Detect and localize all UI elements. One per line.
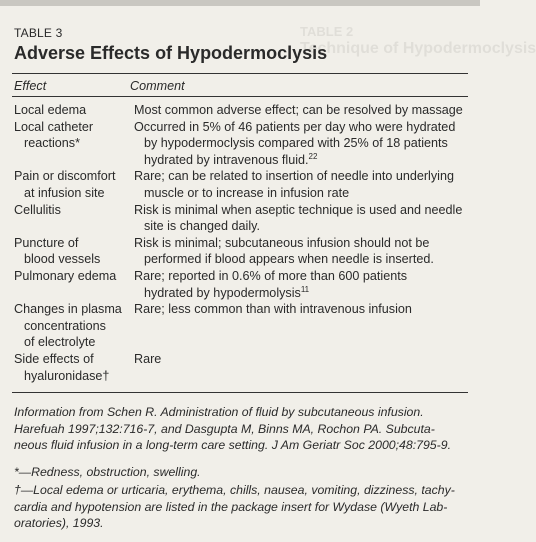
footnote-line: †—Local edema or urticaria, erythema, chills, nausea, vomiting, dizziness, tachy- <box>14 483 455 498</box>
reference-superscript: 22 <box>308 151 318 161</box>
comment-cell <box>134 351 468 384</box>
comment-line: site is changed daily. <box>144 219 260 234</box>
effect-line: Changes in plasma <box>14 302 122 317</box>
comment-line: Risk is minimal when aseptic technique is used and needle <box>134 202 463 217</box>
effect-cell <box>14 351 134 384</box>
effect-line: concentrations <box>24 318 106 333</box>
comment-line: Rare; less common than with intravenous infusion <box>134 302 412 317</box>
header-comment: Comment <box>130 79 185 93</box>
table-row <box>12 202 468 235</box>
table-body <box>12 102 468 384</box>
bleed-through-text: Technique of Hypodermoclysis <box>300 40 536 57</box>
source-note <box>12 404 468 454</box>
source-line: Information from Schen R. Administration of fluid by subcutaneous infusion. <box>14 405 424 420</box>
comment-line: by hypodermoclysis compared with 25% of 18 patients <box>144 136 448 151</box>
table-title: Adverse Effects of Hypodermoclysis <box>14 43 328 63</box>
footnote-asterisk: *—Redness, obstruction, swelling. <box>14 464 201 479</box>
comment-line: Occurred in 5% of 46 patients per day who were hydrated <box>134 119 456 134</box>
comment-cell <box>134 268 468 301</box>
bleed-through-text: TABLE 2 <box>300 24 354 39</box>
comment-line: Rare; can be related to insertion of needle into underlying <box>134 169 454 184</box>
header-rule <box>12 96 468 97</box>
comment-cell <box>134 235 468 268</box>
effect-cell <box>14 268 134 301</box>
effect-line: Side effects of <box>14 351 94 366</box>
table-row <box>12 268 468 301</box>
comment-line: performed if blood appears when needle is inserted. <box>144 252 434 267</box>
table-row <box>12 119 468 169</box>
table-row <box>12 168 468 201</box>
comment-cell <box>134 102 468 119</box>
effect-cell <box>14 301 134 351</box>
comment-cell <box>134 119 468 169</box>
comment-line: hydrated by intravenous fluid.$^{22}$ <box>144 151 318 167</box>
comment-line: muscle or to increase in infusion rate <box>144 185 350 200</box>
comment-line: Rare; reported in 0.6% of more than 600 patients <box>134 268 408 283</box>
table-row <box>12 235 468 268</box>
effect-line: Local catheter <box>14 119 94 134</box>
table-header <box>12 74 468 96</box>
table-container <box>12 14 468 532</box>
footnote-line: cardia and hypotension are listed in the package insert for Wydase (Wyeth Lab- <box>14 499 448 514</box>
source-line: Harefuah 1997;132:716-7, and Dasgupta M, Binns MA, Rochon PA. Subcuta- <box>14 421 435 436</box>
comment-line: Most common adverse effect; can be resolved by massage <box>134 103 463 117</box>
source-line: neous fluid infusion in a long-term care setting. J Am Geriatr Soc 2000;48:795-9. <box>14 438 452 453</box>
table-row <box>12 301 468 351</box>
table-number: TABLE 3 <box>14 26 63 40</box>
comment-line: Risk is minimal; subcutaneous infusion should not be <box>134 235 430 250</box>
header-effect: Effect <box>14 79 47 93</box>
comment-cell <box>134 301 468 351</box>
bottom-rule <box>12 392 468 393</box>
footnote-line: oratories), 1993. <box>14 516 104 531</box>
effect-line: hyaluronidase† <box>24 368 110 383</box>
reference-superscript: 11 <box>300 284 310 294</box>
effect-line: Pain or discomfort <box>14 169 116 184</box>
effect-cell <box>14 102 134 119</box>
footnote-dagger <box>12 482 468 532</box>
effect-line: Cellulitis <box>14 202 61 217</box>
effect-line: reactions* <box>24 136 81 151</box>
comment-cell <box>134 168 468 201</box>
effect-line: of electrolyte <box>24 335 96 350</box>
comment-line: hydrated by hypodermolysis$^{11}$ <box>144 284 310 300</box>
effect-cell <box>14 168 134 201</box>
effect-cell <box>14 119 134 169</box>
comment-line: Rare <box>134 351 162 366</box>
effect-line: Puncture of <box>14 235 79 250</box>
effect-line: blood vessels <box>24 252 101 267</box>
table-row <box>12 102 468 119</box>
comment-cell <box>134 202 468 235</box>
table-row <box>12 351 468 384</box>
effect-cell <box>14 202 134 235</box>
effect-line: at infusion site <box>24 185 105 200</box>
page-edge-band <box>0 0 480 6</box>
effect-line: Local edema <box>14 103 87 117</box>
effect-cell <box>14 235 134 268</box>
effect-line: Pulmonary edema <box>14 268 117 283</box>
